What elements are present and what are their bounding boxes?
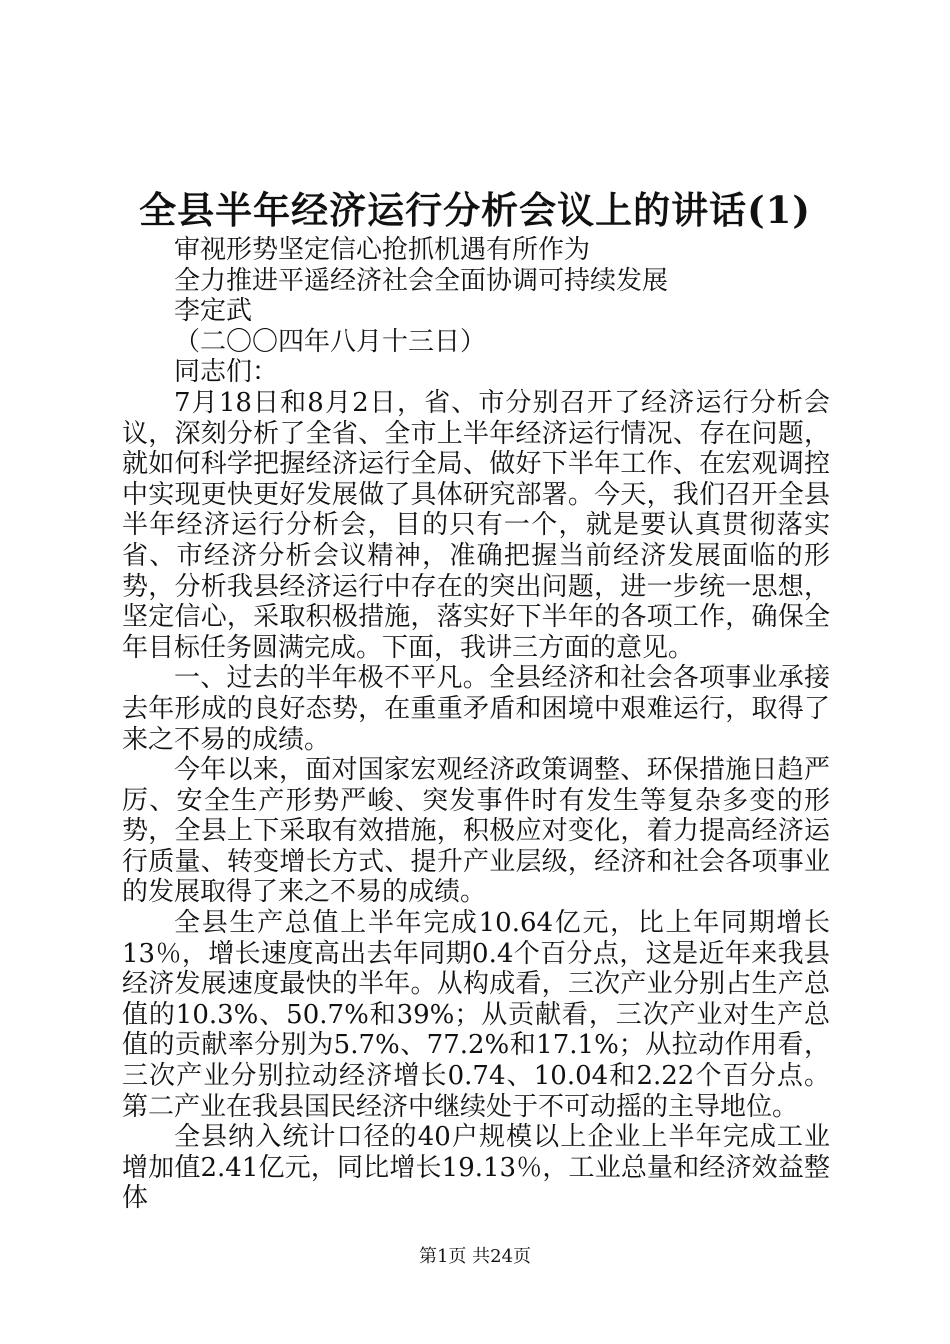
body-paragraph: 一、过去的半年极不平凡。全县经济和社会各项事业承接去年形成的良好态势，在重重矛盾和困境中艰难运行，取得了来之不易的成绩。 bbox=[122, 663, 830, 755]
page-number: 第1页 共24页 bbox=[418, 1246, 532, 1267]
document-body bbox=[122, 235, 830, 1214]
body-paragraph: 全县纳入统计口径的40户规模以上企业上半年完成工业增加值2.41亿元，同比增长19.13％，工业总量和经济效益整体 bbox=[122, 1122, 830, 1214]
document-title: 全县半年经济运行分析会议上的讲话(1) bbox=[139, 188, 811, 232]
body-paragraph: 今年以来，面对国家宏观经济政策调整、环保措施日趋严厉、安全生产形势严峻、突发事件时有发生等复杂多变的形势，全县上下采取有效措施，积极应对变化，着力提高经济运行质量、转变增长方式、提升产业层级，经济和社会各项事业的发展取得了来之不易的成绩。 bbox=[122, 755, 830, 908]
author-name: 李定武 bbox=[174, 296, 253, 327]
subtitle-line-2: 全力推进平遥经济社会全面协调可持续发展 bbox=[174, 265, 669, 296]
body-paragraph: 全县生产总值上半年完成10.64亿元，比上年同期增长13％，增长速度高出去年同期0.4个百分点，这是近年来我县经济发展速度最快的半年。从构成看，三次产业分别占生产总值的10.3%、50.7%和39%；从贡献看，三次产业对生产总值的贡献率分别为5.7%、77.2%和17.1%；从拉动作用看，三次产业分别拉动经济增长0.74、10.04和2.22个百分点。第二产业在我县国民经济中继续处于不可动摇的主导地位。 bbox=[122, 908, 830, 1122]
subtitle-line-1: 审视形势坚定信心抢抓机遇有所作为 bbox=[174, 235, 591, 265]
salutation: 同志们： bbox=[174, 357, 279, 388]
body-paragraph: 7月18日和8月2日，省、市分别召开了经济运行分析会议，深刻分析了全省、全市上半年经济运行情况、存在问题，就如何科学把握经济运行全局、做好下半年工作、在宏观调控中实现更快更好发展做了具体研究部署。今天，我们召开全县半年经济运行分析会，目的只有一个，就是要认真贯彻落实省、市经济分析会议精神，准确把握当前经济发展面临的形势，分析我县经济运行中存在的突出问题，进一步统一思想，坚定信心，采取积极措施，落实好下半年的各项工作，确保全年目标任务圆满完成。下面，我讲三方面的意见。 bbox=[122, 387, 830, 663]
speech-date: （二〇〇四年八月十三日） bbox=[174, 326, 487, 357]
